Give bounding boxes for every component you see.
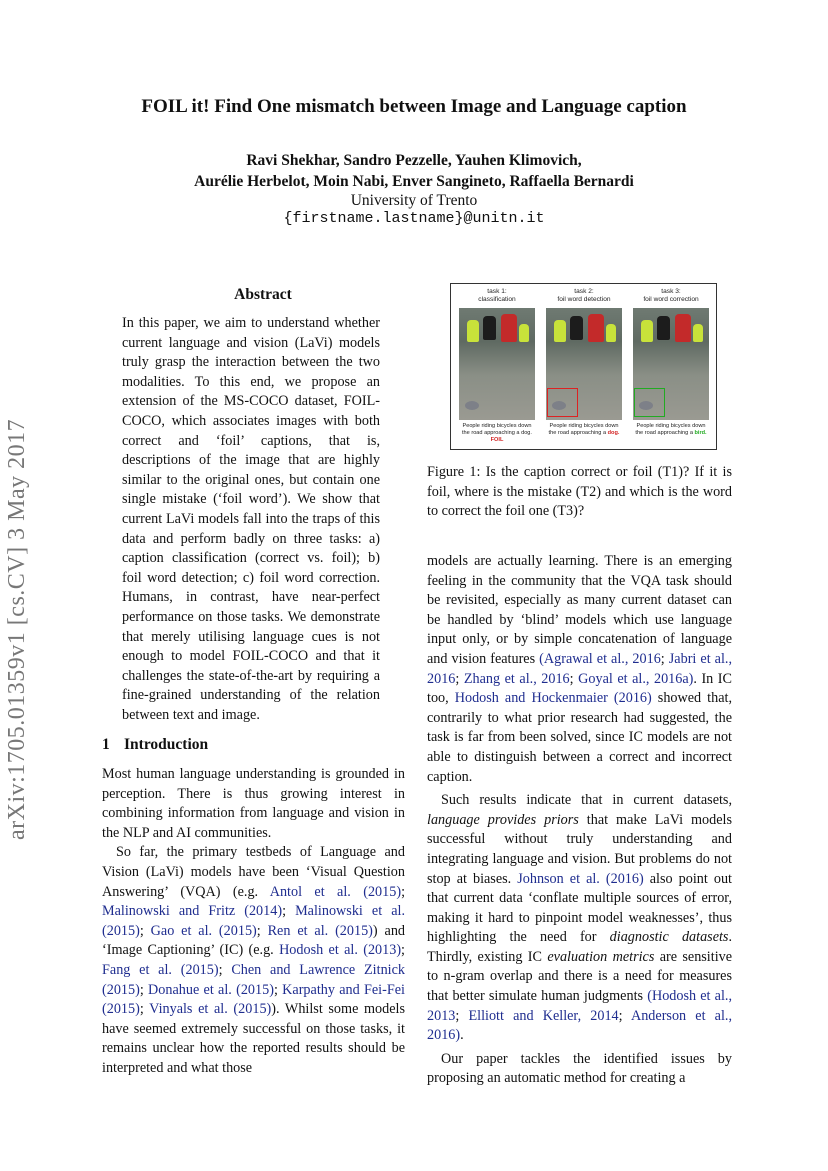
pigeon-icon — [465, 401, 479, 410]
figure-caption: Figure 1: Is the caption correct or foil (T1)? If it is foil, where is the mistake (T2) and which is the word to correct the foil one (T3)? — [427, 464, 732, 520]
citation-link[interactable]: Hodosh and Hockenmaier (2016) — [454, 690, 652, 707]
panel-caption: People riding bicycles down the road approaching a dog. — [548, 423, 620, 436]
panel-caption: People riding bicycles down the road approaching a dog. FOIL — [462, 423, 532, 443]
figure-panel-task-1 — [457, 288, 537, 443]
citation-link[interactable]: Goyal et al., 2016a) — [578, 670, 694, 687]
citation-link[interactable]: Anderson et al., 2016) — [427, 1007, 732, 1044]
citation-link[interactable]: Donahue et al. (2015) — [148, 981, 274, 998]
right-column-text — [427, 552, 732, 1089]
intro-paragraph-1 — [102, 765, 405, 1079]
citation-link[interactable]: Malinowski and Fritz (2014) — [102, 903, 283, 920]
figure-1 — [450, 283, 717, 450]
foil-region-box — [547, 388, 578, 417]
section-number: 1 — [102, 736, 110, 753]
panel-label: task 2: foil word detection — [557, 288, 611, 303]
cyclists-photo — [546, 308, 622, 420]
citation-link[interactable]: Fang et al. (2015) — [102, 961, 219, 978]
paragraph: Most human language understanding is grounded in perception. There is thus growing interest in combining information from language and vision in the NLP and AI communities. — [102, 766, 405, 841]
abstract-text: In this paper, we aim to understand whether current language and vision (LaVi) models truly grasp the interaction between the two modalities. To this end, we propose an extension of the MS-COCO dataset, FOIL-COCO, which associates images with both correct and ‘foil’ captions, that is, descriptions of the image that are highly similar to the original ones, but contain one single mistake (‘foil word’). We show that current LaVi models fall into the traps of this data and perform badly on three tasks: a) caption classification (correct vs. foil); b) foil word detection; c) foil word correction. Humans, in contrast, have near-perfect performance on those tasks. We demonstrate that merely utilising language cues is not enough to model FOIL-COCO and that it challenges the state-of-the-art by requiring a fine-grained understanding of the relation between text and image. — [122, 315, 380, 723]
citation-link[interactable]: Antol et al. (2015) — [269, 883, 402, 900]
paragraph: models are actually learning. There is an emerging feeling in the community that the VQA task should be revisited, especially as many current dataset can be handled by ‘blind’ models which use language input only, or by simple concatenation of language and vision features (Agrawal et al., 2016; Jabri et al., 2016; Zhang et al., 2016; Goyal et al., 2016a). In IC too, Hodosh and Hockenmaier (2016) showed that, contrarily to what prior research had suggested, the task is far from been solved, since IC models are not able to distinguish between a correct and incorrect caption. — [427, 553, 733, 785]
paper-title: FOIL it! Find One mismatch between Image and Language caption — [141, 96, 687, 117]
citation-link[interactable]: Malinowski et al. (2015) — [102, 903, 405, 939]
citation-link[interactable]: Chen and Lawrence Zitnick (2015) — [102, 961, 405, 998]
cyclists-photo — [459, 308, 535, 420]
paragraph: Such results indicate that in current datasets, language provides priors that make LaVi models successful without truly understanding and integrating language and vision. But problems do not stop at biases. Johnson et al. (2016) also point out that current data ‘conflate multiple sources of error, making it hard to pinpoint model weaknesses’, thus highlighting the need for diagnostic datasets. Thirdly, existing IC evaluation metrics are sensitive to n-gram overlap and there is a need for measures that better simulate human judgments (Hodosh et al., 2013; Elliott and Keller, 2014; Anderson et al., 2016). — [427, 792, 733, 1044]
citation-link[interactable]: Jabri et al., 2016 — [427, 650, 732, 687]
figure-panel-task-3 — [631, 288, 711, 443]
paragraph: So far, the primary testbeds of Language and Vision (LaVi) models have been ‘Visual Question Answering’ (VQA) (e.g. Antol et al. (2015); Malinowski and Fritz (2014); Malinowski et al. (2015); Gao et al. (2015); Ren et al. (2015)) and ‘Image Captioning’ (IC) (e.g. Hodosh et al. (2013); Fang et al. (2015); Chen and Lawrence Zitnick (2015); Donahue et al. (2015); Karpathy and Fei-Fei (2015); Vinyals et al. (2015)). Whilst some models have seemed extremely successful on those tasks, it remains unclear how the reported results should be interpreted and what those — [102, 844, 406, 1076]
citation-link[interactable]: (Hodosh et al., 2013 — [427, 988, 732, 1024]
citation-link[interactable]: Zhang et al., 2016 — [463, 670, 570, 687]
cyclists-photo — [633, 308, 709, 420]
panel-label: task 3: foil word correction — [643, 288, 699, 303]
abstract-heading: Abstract — [234, 286, 292, 303]
figure-panel-task-2 — [544, 288, 624, 443]
citation-link[interactable]: Karpathy and Fei-Fei (2015) — [102, 981, 405, 1018]
authors-line-1: Ravi Shekhar, Sandro Pezzelle, Yauhen Klimovich, — [246, 152, 582, 169]
authors-line-2: Aurélie Herbelot, Moin Nabi, Enver Sangineto, Raffaella Bernardi — [194, 173, 634, 190]
author-email: {firstname.lastname}@unitn.it — [283, 210, 545, 227]
correct-region-box — [634, 388, 665, 417]
citation-link[interactable]: Johnson et al. (2016) — [517, 870, 644, 887]
citation-link[interactable]: Vinyals et al. (2015) — [149, 1001, 272, 1018]
paragraph: Our paper tackles the identified issues by proposing an automatic method for creating a — [427, 1050, 732, 1087]
panel-label: task 1: classification — [478, 288, 516, 303]
citation-link[interactable]: Gao et al. (2015) — [150, 922, 257, 939]
arxiv-stamp: arXiv:1705.01359v1 [cs.CV] 3 May 2017 — [4, 418, 30, 840]
citation-link[interactable]: (Agrawal et al., 2016 — [539, 650, 661, 667]
section-title: Introduction — [124, 736, 209, 753]
author-list — [0, 150, 828, 192]
citation-link[interactable]: Elliott and Keller, 2014 — [468, 1007, 619, 1024]
citation-link[interactable]: Hodosh et al. (2013) — [279, 942, 402, 959]
citation-link[interactable]: Ren et al. (2015) — [267, 922, 373, 939]
affiliation: University of Trento — [350, 192, 478, 209]
section-heading-introduction — [102, 736, 208, 754]
panel-caption: People riding bicycles down the road approaching a bird. — [635, 423, 707, 436]
